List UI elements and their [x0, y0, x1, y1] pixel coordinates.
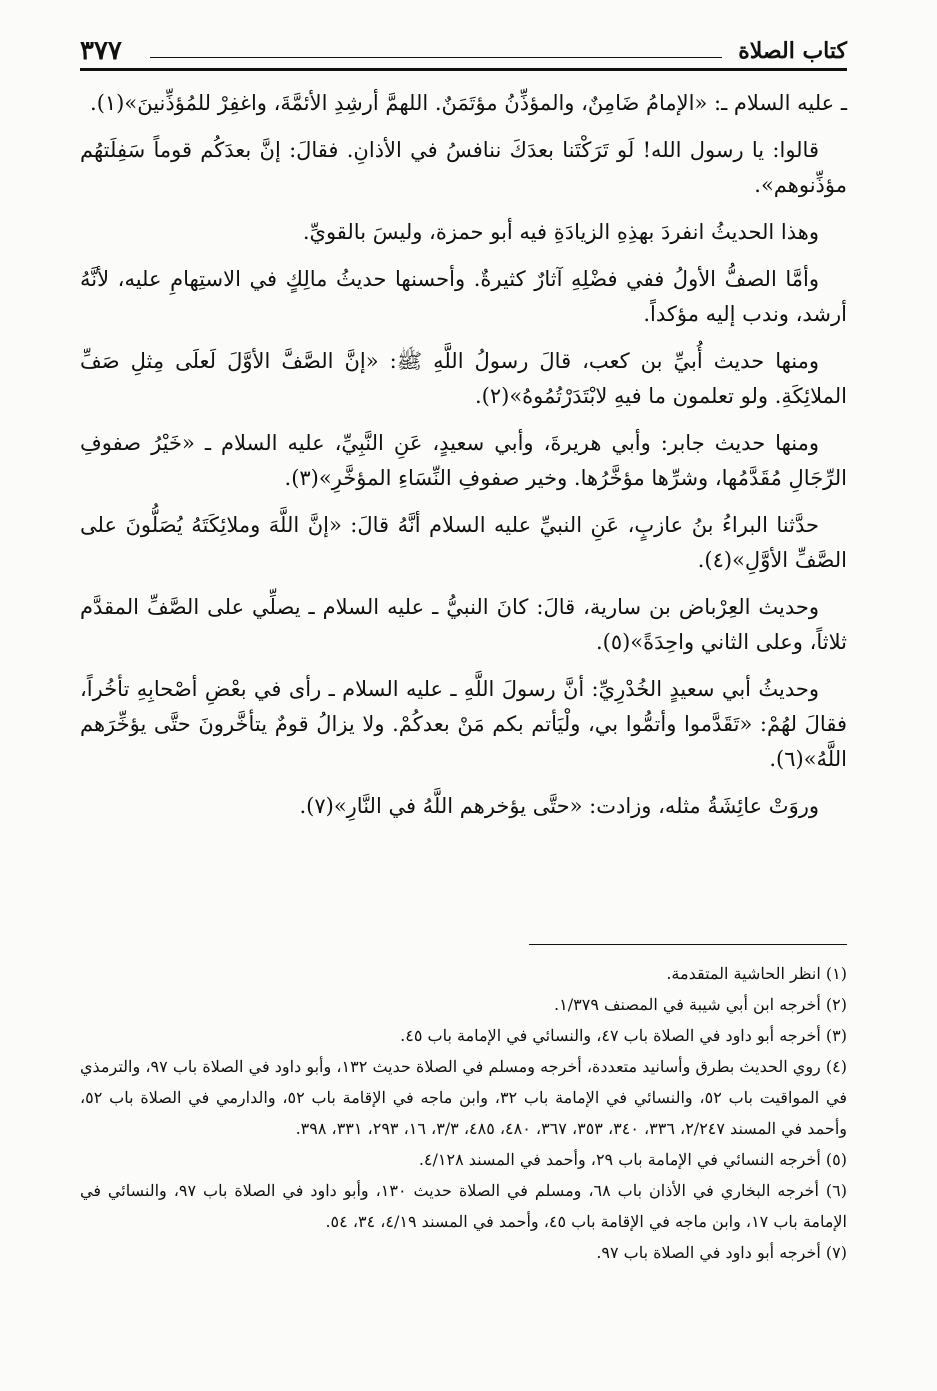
paragraph: وهذا الحديثُ انفردَ بهذِهِ الزيادَةِ فيه أبو حمزة، وليسَ بالقويِّ. — [302, 220, 819, 244]
page-header — [80, 22, 847, 70]
footnote: (١) انظر الحاشية المتقدمة. — [666, 964, 847, 983]
footnote-separator — [529, 944, 847, 945]
footnote: (٢) أخرجه ابن أبي شيبة في المصنف ١/٣٧٩. — [554, 995, 847, 1014]
header-rule — [80, 68, 847, 71]
footnote: (٣) أخرجه أبو داود في الصلاة باب ٤٧، والنسائي في الإمامة باب ٤٥. — [400, 1026, 847, 1045]
paragraph: ومنها حديث أُبيِّ بن كعب، قالَ رسولُ اللَّهِ ﷺ: «إنَّ الصَّفَّ الأوَّلَ لَعلَى مِثلِ صَفِّ الملائِكَةِ. ولو تعلمون ما فيهِ لابْتَدَرْتُمُوهُ»(٢). — [80, 349, 847, 408]
footnote: (٦) أخرجه البخاري في الأذان باب ٦٨، ومسلم في الصلاة حديث ١٣٠، وأبو داود في الصلاة باب ٩٧، والنسائي في الإمامة باب ١٧، وابن ماجه في الإقامة باب ٤٥، وأحمد في المسند ٤/١٩، ٣٤، ٥٤. — [80, 1181, 848, 1231]
main-text — [80, 86, 847, 836]
paragraph: وروَتْ عائِشَةُ مثله، وزادت: «حتَّى يؤخرهم اللَّهُ في النَّارِ»(٧). — [299, 794, 819, 818]
paragraph: ـ عليه السلام ـ: «الإمامُ ضَامِنٌ، والمؤذِّنُ مؤتَمَنٌ. اللهمَّ أرشِدِ الأئمَّةَ، واغفِرْ للمُؤذِّنينَ»(١). — [90, 91, 847, 115]
paragraph: وحديث العِرْباض بن سارية، قالَ: كانَ النبيُّ ـ عليه السلام ـ يصلِّي على الصَّفِّ المقدَّم ثلاثاً، وعلى الثاني واحِدَةً»(٥). — [80, 595, 847, 654]
running-title: كتاب الصلاة — [738, 38, 847, 64]
paragraph: وأمَّا الصفُّ الأولُ ففي فضْلِهِ آثارٌ كثيرةٌ. وأحسنها حديثُ مالِكٍ في الاستِهامِ عليه، لأنَّهُ أرشد، وندب إليه مؤكداً. — [80, 267, 847, 326]
footnote: (٥) أخرجه النسائي في الإمامة باب ٢٩، وأحمد في المسند ٤/١٢٨. — [418, 1150, 847, 1169]
paragraph: حدَّثنا البراءُ بنُ عازبٍ، عَنِ النبيِّ عليه السلام أنَّهُ قالَ: «إنَّ اللَّهَ وملائِكَتَهُ يُصَلُّونَ على الصَّفِّ الأوَّلِ»(٤). — [80, 513, 847, 572]
page-number: ٣٧٧ — [80, 36, 122, 66]
paragraph: قالوا: يا رسول الله! لَو تَرَكْتَنا بعدَكَ ننافسُ في الأذانِ. فقالَ: إنَّ بعدَكُم قوماً سَفِلَتهُم مؤذِّنوهم». — [80, 138, 847, 197]
footnote: (٧) أخرجه أبو داود في الصلاة باب ٩٧. — [596, 1243, 847, 1262]
footnote: (٤) روي الحديث بطرق وأسانيد متعددة، أخرجه ومسلم في الصلاة حديث ١٣٢، وأبو داود في الصلاة باب ٩٧، والترمذي في المواقيت باب ٥٢، والنسائي في الإمامة باب ٣٢، وابن ماجه في الإقامة باب ٥٢، والدارمي في الصلاة باب ٥٢، وأحمد في المسند ٢/٢٤٧، ٣٣٦، ٣٤٠، ٣٥٣، ٣٦٧، ٤٨٠، ٤٨٥، ٣/٣، ١٦، ٢٩٣، ٣٣١، ٣٩٨. — [80, 1057, 847, 1138]
paragraph: ومنها حديث جابر: وأبي هريرةَ، وأبي سعيدٍ، عَنِ النَّبِيِّ، عليه السلام ـ «خَيْرُ صفوفِ الرِّجَالِ مُقَدَّمُها، وشرِّها مؤخَّرُها. وخير صفوفِ النِّسَاءِ المؤخَّرِ»(٣). — [80, 431, 847, 490]
footnotes — [80, 958, 847, 1268]
paragraph: وحديثُ أبي سعيدٍ الخُدْرِيِّ: أنَّ رسولَ اللَّهِ ـ عليه السلام ـ رأى في بعْضِ أصْحابِهِ تأخُراً، فقالَ لهُمْ: «تَقَدَّموا وأتمُّوا بي، ولْيَأتم بكم مَنْ بعدكُمْ. ولا يزالُ قومٌ يتأخَّرونَ حتَّى يؤخِّرَهم اللَّهُ»(٦). — [80, 677, 847, 771]
header-rule-thin — [150, 57, 722, 58]
